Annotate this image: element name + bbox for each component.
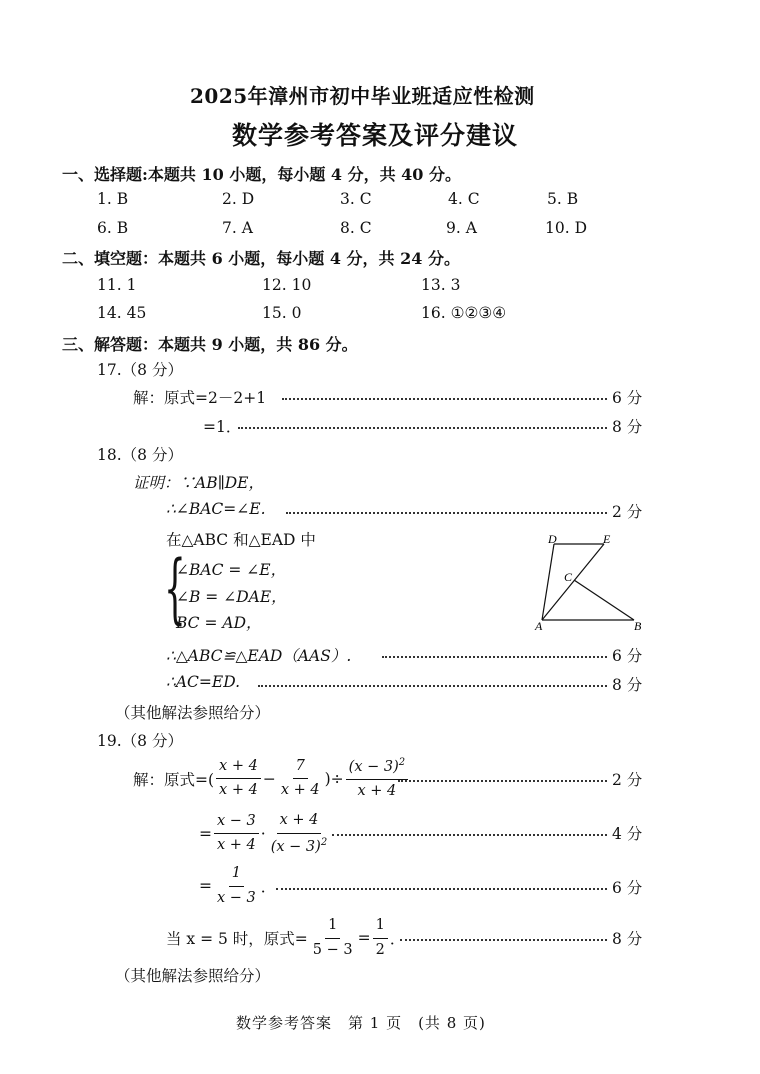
fraction-4 [214, 812, 259, 856]
q19-score2: 4 分 [612, 825, 643, 843]
answer-14: 14. 45 [97, 304, 147, 322]
q17-label: 17.（8 分） [97, 361, 183, 379]
fraction-4-num: x − 3 [214, 812, 259, 835]
q19-when: 当 x = 5 时，原式= [166, 930, 308, 949]
q18-line2: 在△ABC 和△EAD 中 [166, 531, 316, 549]
section1-heading: 一、选择题:本题共 10 小题，每小题 4 分，共 40 分。 [62, 165, 461, 184]
q17-dots2 [238, 427, 607, 429]
fraction-6-den: x − 3 [217, 889, 256, 906]
page-footer: 数学参考答案 第 1 页 (共 8 页) [236, 1014, 486, 1032]
minus-sign: − [262, 769, 276, 788]
q18-line1: ∴∠BAC=∠E. [166, 500, 266, 518]
answer-8: 8. C [340, 219, 372, 237]
fraction-3-den: x + 4 [357, 783, 397, 800]
fraction-4-den: x + 4 [217, 837, 256, 854]
equals-sign: = [199, 824, 212, 843]
label-a: A [535, 619, 543, 633]
q19-dots1 [398, 780, 607, 782]
q18-dots1 [286, 512, 607, 514]
equals-sign-3: = [357, 929, 371, 948]
q19-dots4 [400, 939, 607, 941]
divide-sign: )÷ [324, 769, 344, 788]
equals-sign-2: = [199, 877, 212, 896]
answer-5: 5. B [547, 190, 579, 208]
label-d: D [548, 532, 557, 546]
fraction-1-num: x + 4 [216, 757, 261, 780]
q19-label: 19.（8 分） [97, 732, 183, 750]
answer-10: 10. D [545, 219, 588, 237]
q19-step2 [199, 811, 332, 857]
segment-ae [542, 544, 604, 620]
q19-score4: 8 分 [612, 930, 643, 948]
q18-label: 18.（8 分） [97, 446, 183, 464]
answer-11: 11. 1 [97, 276, 137, 294]
q18-score3: 6 分 [612, 647, 643, 665]
answer-12: 12. 10 [262, 276, 312, 294]
q18-dots4 [258, 685, 607, 687]
q18-line4: ∴AC=ED. [166, 673, 241, 691]
answer-4: 4. C [448, 190, 480, 208]
exam-title: 2025年漳州市初中毕业班适应性检测 [190, 84, 535, 108]
label-c: C [564, 570, 573, 584]
q19-dots2 [332, 834, 607, 836]
period-2: ． [389, 930, 406, 949]
fraction-5-exp: 2 [320, 836, 328, 848]
answer-key-title: 数学参考答案及评分建议 [232, 121, 519, 150]
answer-16: 16. ①②③④ [421, 304, 507, 322]
q18-score4: 8 分 [612, 676, 643, 694]
fraction-7 [310, 916, 356, 960]
q17-line2: =1． [203, 418, 242, 436]
q19-dots3 [276, 888, 607, 890]
q18-cond1: ∠BAC = ∠E， [176, 561, 287, 579]
period: ． [260, 878, 277, 897]
q18-note: （其他解法参照给分） [115, 704, 271, 722]
fraction-7-den: 5 − 3 [312, 941, 353, 958]
fraction-5 [268, 811, 330, 857]
q19-score1: 2 分 [612, 771, 643, 789]
fraction-3-num: (x − 3) [348, 758, 399, 775]
fraction-5-den: (x − 3) [270, 838, 321, 855]
q17-line1: 解：原式=2－2+1 [133, 389, 267, 407]
fraction-2 [278, 757, 323, 801]
answer-9: 9. A [446, 219, 477, 237]
answer-2: 2. D [222, 190, 255, 208]
label-b: B [634, 619, 642, 633]
q18-line3: ∴△ABC≌△EAD（AAS）. [166, 647, 352, 665]
fraction-2-num: 7 [293, 757, 308, 780]
fraction-8 [373, 916, 388, 960]
q17-score2: 8 分 [612, 418, 643, 436]
q19-note: （其他解法参照给分） [115, 967, 271, 985]
section3-heading: 三、解答题：本题共 9 小题，共 86 分。 [62, 335, 358, 354]
q18-dots3 [382, 656, 607, 658]
system-brace: { [164, 543, 186, 632]
q19-step3 [199, 864, 276, 908]
answer-15: 15. 0 [262, 304, 302, 322]
fraction-5-num: x + 4 [277, 811, 322, 834]
answer-6: 6. B [97, 219, 129, 237]
fraction-6-num: 1 [229, 864, 244, 887]
q18-cond3: BC = AD， [176, 614, 262, 632]
section2-heading: 二、填空题：本题共 6 小题，每小题 4 分，共 24 分。 [62, 249, 460, 268]
q17-score1: 6 分 [612, 389, 643, 407]
q18-cond2: ∠B = ∠DAE， [176, 588, 287, 606]
geometry-figure [530, 528, 650, 638]
fraction-3 [346, 756, 408, 802]
fraction-8-den: 2 [375, 941, 385, 958]
label-e: E [603, 532, 611, 546]
answer-13: 13. 3 [421, 276, 461, 294]
fraction-1-den: x + 4 [219, 782, 258, 799]
q18-score1: 2 分 [612, 503, 643, 521]
q17-dots1 [282, 398, 607, 400]
fraction-7-num: 1 [325, 916, 340, 939]
answer-1: 1. B [97, 190, 129, 208]
q19-step4 [166, 916, 405, 960]
segment-da [542, 544, 554, 620]
fraction-3-exp: 2 [398, 757, 406, 768]
segment-cb [574, 580, 634, 620]
multiply-dot: · [260, 824, 266, 843]
fraction-6 [214, 864, 259, 908]
fraction-8-num: 1 [373, 916, 388, 939]
q19-step1-prefix: 解：原式=( [133, 770, 215, 789]
q19-step1 [133, 756, 410, 802]
q18-proof-intro: 证明：∵AB∥DE， [133, 474, 264, 492]
q19-score3: 6 分 [612, 879, 643, 897]
fraction-1 [216, 757, 261, 801]
fraction-2-den: x + 4 [280, 782, 320, 799]
answer-7: 7. A [222, 219, 253, 237]
answer-3: 3. C [340, 190, 372, 208]
